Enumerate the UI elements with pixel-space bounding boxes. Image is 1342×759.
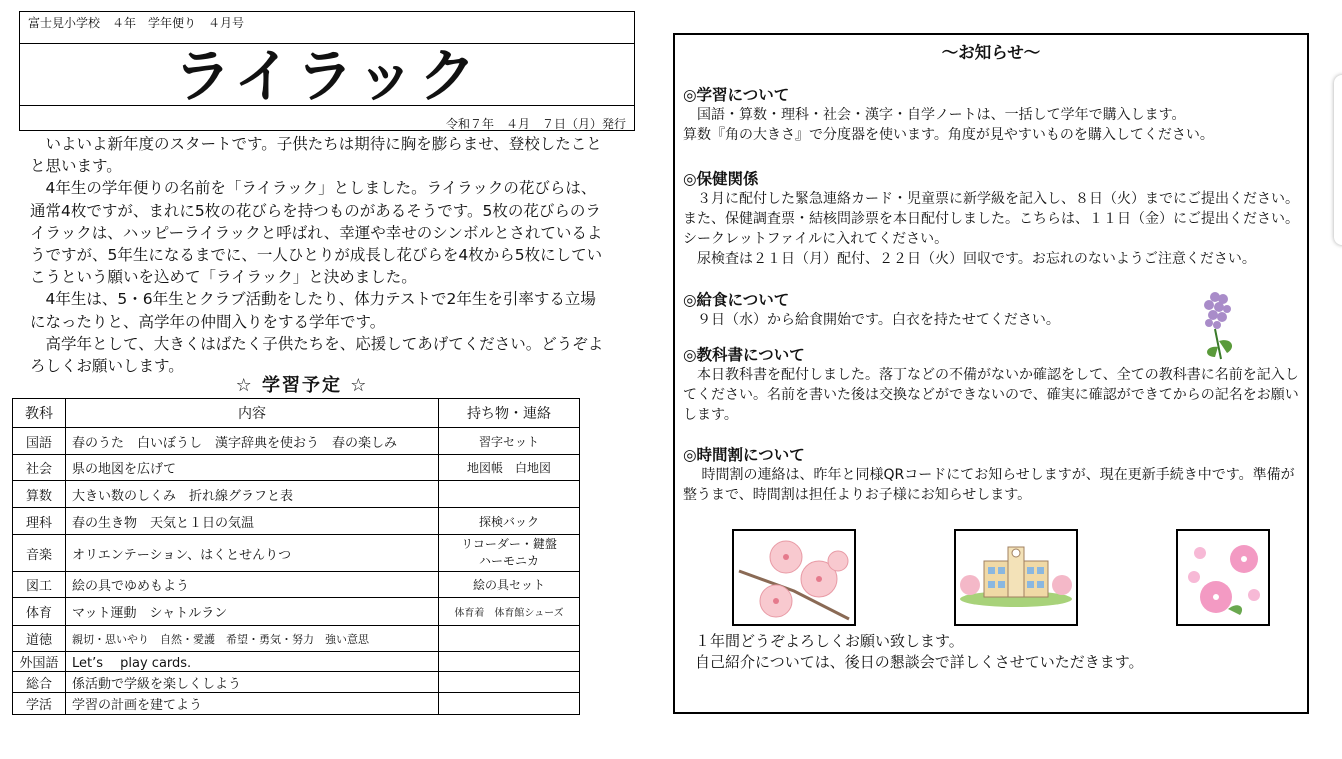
items-cell: 体育着 体育館シューズ [439,598,580,626]
lilac-illustration [1193,287,1243,365]
table-row [13,693,580,715]
intro-paragraph: いよいよ新年度のスタートです。子供たちは期待に胸を膨らませ、登校したことと思います。 [30,135,602,176]
table-row [13,572,580,598]
section-text: ９日（水）から給食開始です。白衣を持たせてください。 [683,312,1060,328]
items-cell [439,652,580,672]
items-cell: 習字セット [439,428,580,455]
intro-paragraph: 4年生は、5・6年生とクラブ活動をしたり、体力テストで2年生を引率する立場になったりと、高学年の仲間入りをする学年です。 [30,290,596,331]
section-text: ３月に配付した緊急連絡カード・児童票に新学級を記入し、８日（火）までにご提出ください。また、保健調査票・結核問診票を本日配付しました。こちらは、１１日（金）にご提出ください。シークレットファイルに入れてください。 [683,191,1299,247]
subject-cell: 総合 [13,672,66,693]
items-cell [439,626,580,652]
schedule-title: ☆ 学習予定 ☆ [235,375,369,396]
notice-title: ～お知らせ～ [941,43,1041,62]
content-cell: 係活動で学級を楽しくしよう [66,672,439,693]
section-text: 本日教科書を配付しました。落丁などの不備がないか確認をして、全ての教科書に名前を記入してください。名前を書いた後は交換などができないので、確実に確認ができてからの記名をお願いします。 [683,367,1299,423]
table-row [13,626,580,652]
divider [20,105,634,106]
content-cell: マット運動 シャトルラン [66,598,439,626]
subject-cell: 理科 [13,508,66,535]
schedule-table [12,398,580,715]
closing-line: 自己紹介については、後日の懇談会で詳しくさせていただきます。 [695,653,1144,671]
table-row [13,598,580,626]
content-cell: 春の生き物 天気と１日の気温 [66,508,439,535]
subject-cell: 社会 [13,455,66,481]
notice-section-lunch [683,290,1163,330]
subject-cell: 図工 [13,572,66,598]
notice-section-timetable [683,445,1299,505]
table-row [13,455,580,481]
newsletter-title: ライラック [173,42,481,110]
closing-line: １年間どうぞよろしくお願い致します。 [695,632,964,650]
section-heading: ◎時間割について [683,446,805,464]
issue-date: 令和７年 ４月 ７日（月）発行 [445,117,626,131]
section-heading: ◎学習について [683,86,790,104]
school-building-picture [954,529,1078,626]
notice-section-study [683,85,1299,145]
subject-cell: 算数 [13,481,66,508]
side-panel-edge[interactable] [1334,75,1342,245]
subject-cell: 体育 [13,598,66,626]
section-heading: ◎教科書について [683,346,805,364]
section-text: 尿検査は２１日（月）配付、２２日（火）回収です。お忘れのないようご注意ください。 [683,251,1256,267]
section-text: 算数『角の大きさ』で分度器を使います。角度が見やすいものを購入してください。 [683,127,1214,143]
items-cell: 絵の具セット [439,572,580,598]
newsletter-header [19,11,635,131]
items-cell: リコーダー・鍵盤 ハーモニカ [439,535,580,572]
content-cell: 春のうた 白いぼうし 漢字辞典を使おう 春の楽しみ [66,428,439,455]
notice-section-health [683,169,1299,269]
intro-paragraph: 高学年として、大きくはばたく子供たちを、応援してあげてください。どうぞよろしくお願いします。 [30,334,604,376]
intro-text [30,133,605,377]
items-cell: 探検バック [439,508,580,535]
closing-text [695,631,1311,673]
content-cell: 県の地図を広げて [66,455,439,481]
notice-box [673,33,1309,714]
section-text: 国語・算数・理科・社会・漢字・自学ノートは、一括して学年で購入します。 [683,107,1186,123]
subject-cell: 道徳 [13,626,66,652]
subject-cell: 外国語 [13,652,66,672]
table-row [13,652,580,672]
table-row [13,672,580,693]
items-cell: 地図帳 白地図 [439,455,580,481]
table-row [13,535,580,572]
subject-cell: 音楽 [13,535,66,572]
content-cell: オリエンテーション、はくとせんりつ [66,535,439,572]
pink-flowers-picture [1176,529,1270,626]
content-cell: 絵の具でゆめもよう [66,572,439,598]
col-header-content: 内容 [66,399,439,428]
school-line: 富士見小学校 ４年 学年便り ４月号 [28,16,245,30]
subject-cell: 国語 [13,428,66,455]
cherry-blossom-picture [732,529,856,626]
intro-paragraph: 4年生の学年便りの名前を「ライラック」としました。ライラックの花びらは、通常4枚ですが、まれに5枚の花びらを持つものがあるそうです。5枚の花びらのライラックは、ハッピーライラックと呼ばれ、幸運や幸せのシンボルとされているようですが、5年生になるまでに、一人ひとりが成長し花びらを4枚から5枚にしていこうという願いを込めて「ライラック」と決めました。 [30,179,603,287]
subject-cell: 学活 [13,693,66,715]
section-heading: ◎保健関係 [683,170,759,188]
table-header-row [13,399,580,428]
table-row [13,508,580,535]
content-cell: 親切・思いやり 自然・愛護 希望・勇気・努力 強い意思 [66,626,439,652]
items-cell [439,481,580,508]
items-cell [439,693,580,715]
col-header-items: 持ち物・連絡 [439,399,580,428]
table-row [13,481,580,508]
items-cell [439,672,580,693]
section-heading: ◎給食について [683,291,790,309]
content-cell: 大きい数のしくみ 折れ線グラフと表 [66,481,439,508]
section-text: 時間割の連絡は、昨年と同様QRコードにてお知らせしますが、現在更新手続き中です。準備が整うまで、時間割は担任よりお子様にお知らせします。 [683,467,1295,503]
table-row [13,428,580,455]
col-header-subject: 教科 [13,399,66,428]
content-cell: 学習の計画を建てよう [66,693,439,715]
content-cell: Let’s play cards. [66,652,439,672]
